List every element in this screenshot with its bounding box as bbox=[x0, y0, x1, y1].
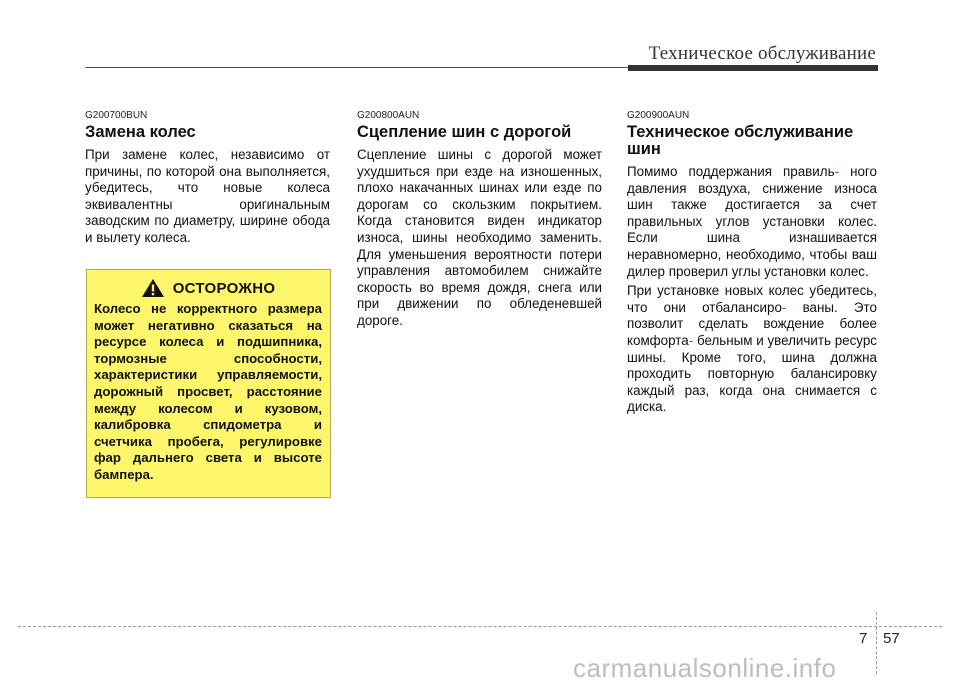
paragraph-text: При установке новых колес убедитесь, что они отбалансиро bbox=[627, 283, 877, 315]
section-paragraph-1 bbox=[627, 164, 877, 280]
paragraph-text: ного давления воздуха, снижение износа шин также достигается за счет правильных углов установки колес. Если шина изнашивается неравномерно, необходимо, чтобы ваш дилер проверил углы установки колес. bbox=[627, 164, 877, 279]
hyphen-mark: - bbox=[781, 299, 787, 315]
hyphen-mark: - bbox=[688, 332, 694, 348]
section-tire-maintenance bbox=[627, 110, 877, 416]
page-number: 57 bbox=[883, 630, 900, 647]
watermark: carmanualsonline.info bbox=[573, 653, 837, 683]
section-heading: Замена колес bbox=[85, 123, 196, 141]
footer-vertical-divider bbox=[876, 612, 878, 674]
header-accent-bar bbox=[628, 65, 878, 71]
section-heading: Сцепление шин с дорогой bbox=[357, 123, 572, 141]
section-wheel-replacement bbox=[85, 110, 330, 247]
header-divider bbox=[85, 67, 630, 68]
section-code: G200700BUN bbox=[85, 110, 148, 121]
hyphen-mark: - bbox=[834, 164, 840, 179]
footer-divider bbox=[18, 626, 942, 627]
section-paragraph: При замене колес, независимо от причины, по которой она выполняется, убедитесь, что новые колеса эквивалентны оригинальным заводским по диаметру, ширине обода и вылету колеса. bbox=[85, 147, 330, 245]
paragraph-text: ваны. Это позволит сделать вождение более комфорта bbox=[627, 299, 877, 348]
chapter-number: 7 bbox=[859, 630, 868, 647]
section-paragraph-2 bbox=[627, 283, 877, 416]
warning-title-row bbox=[94, 278, 322, 298]
section-code: G200900AUN bbox=[627, 110, 690, 121]
paragraph-text: Помимо поддержания правиль bbox=[627, 164, 835, 179]
paragraph-text: бельным и увеличить ресурс шины. Кроме того, шина должна проходить повторную балансировку каждый раз, когда она снимается с диска. bbox=[627, 332, 877, 415]
warning-box bbox=[86, 269, 331, 498]
warning-text: Колесо не корректного размера может негативно сказаться на ресурсе колеса и подшипника, тормозные способности, характеристики управляемости, дорожный просвет, расстояние между колесом и кузовом, калибровка спидометра и счетчика пробега, регулировке фар дальнего света и высоте бампера. bbox=[94, 301, 322, 482]
warning-triangle-icon bbox=[141, 278, 165, 298]
section-heading: Техническое обслуживание шин bbox=[627, 123, 854, 158]
section-code: G200800AUN bbox=[357, 110, 420, 121]
section-tire-traction bbox=[357, 110, 602, 330]
warning-title: ОСТОРОЖНО bbox=[172, 279, 276, 297]
section-paragraph: Сцепление шины с дорогой может ухудшиться при езде на изношенных, плохо накачанных шинах или езде по дорогам со скользким покрытием. Когда становится виден индикатор износа, шины необходимо заменить. Для уменьшения вероятности потери управления автомобилем снижайте скорость во время дождя, снега или при движении по обледеневшей дороге. bbox=[357, 147, 602, 328]
page-header-title: Техническое обслуживание bbox=[648, 43, 876, 64]
